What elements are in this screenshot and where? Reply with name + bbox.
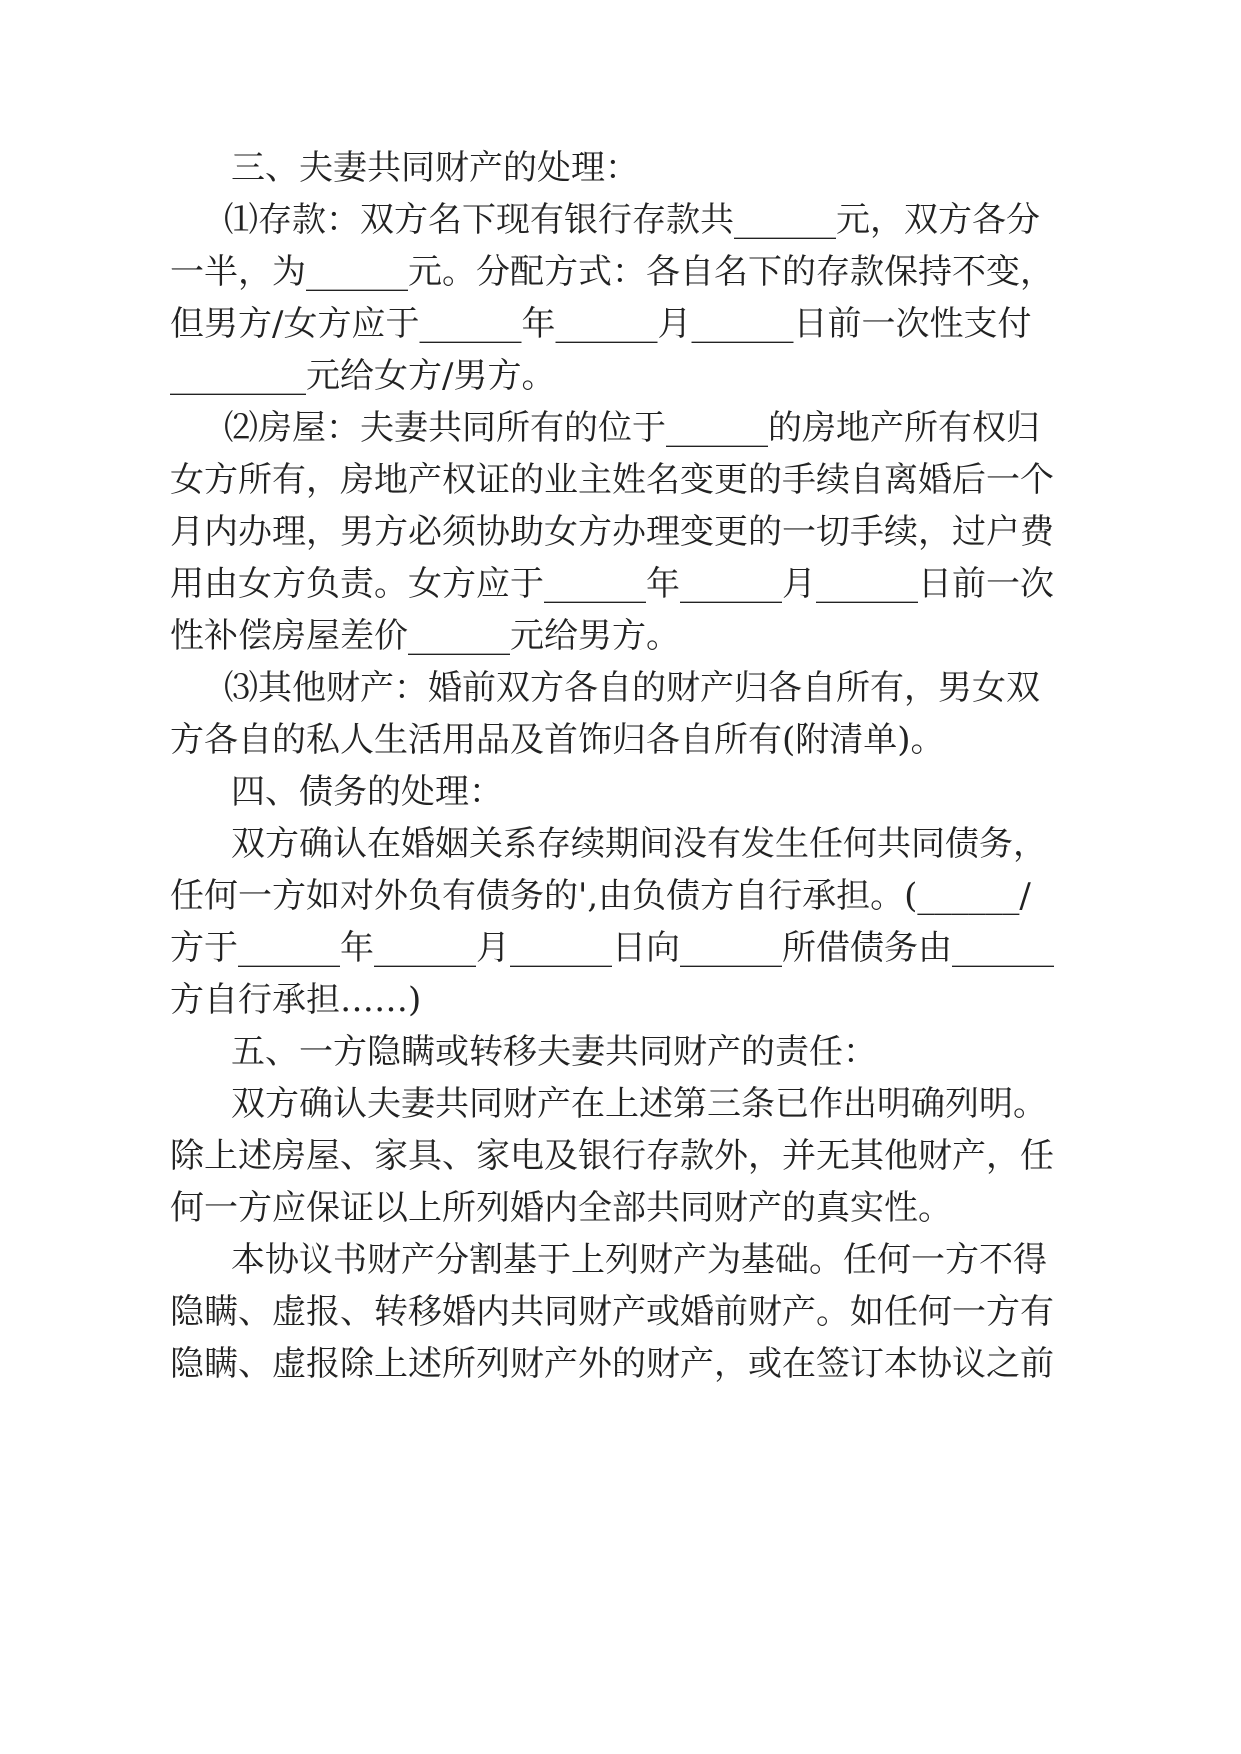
section-heading-4: 四、债务的处理： xyxy=(231,772,503,812)
paragraph-line: 性补偿房屋差价______元给男方。 xyxy=(170,616,680,656)
paragraph-line: 任何一方如对外负有债务的',由负债方自行承担。(______/ xyxy=(170,876,1031,916)
paragraph-line: 本协议书财产分割基于上列财产为基础。任何一方不得 xyxy=(231,1240,1047,1280)
paragraph-line: 双方确认夫妻共同财产在上述第三条已作出明确列明。 xyxy=(231,1084,1047,1124)
paragraph-line: ⑶其他财产：婚前双方各自的财产归各自所有，男女双 xyxy=(224,668,1040,708)
paragraph-line: 隐瞒、虚报除上述所列财产外的财产，或在签订本协议之前 xyxy=(170,1344,1054,1384)
paragraph-line: 但男方/女方应于______年______月______日前一次性支付 xyxy=(170,304,1032,344)
paragraph-line: 一半，为______元。分配方式：各自名下的存款保持不变， xyxy=(170,252,1054,292)
paragraph-line: ⑴存款：双方名下现有银行存款共______元，双方各分 xyxy=(224,200,1040,240)
paragraph-line: ________元给女方/男方。 xyxy=(170,356,556,396)
paragraph-line: 除上述房屋、家具、家电及银行存款外，并无其他财产，任 xyxy=(170,1136,1054,1176)
section-heading-3: 三、夫妻共同财产的处理： xyxy=(231,148,639,188)
paragraph-line: 女方所有，房地产权证的业主姓名变更的手续自离婚后一个 xyxy=(170,460,1054,500)
paragraph-line: 用由女方负责。女方应于______年______月______日前一次 xyxy=(170,564,1054,604)
paragraph-line: 何一方应保证以上所列婚内全部共同财产的真实性。 xyxy=(170,1188,952,1228)
paragraph-line: 方各自的私人生活用品及首饰归各自所有(附清单)。 xyxy=(170,720,945,760)
paragraph-line: 隐瞒、虚报、转移婚内共同财产或婚前财产。如任何一方有 xyxy=(170,1292,1054,1332)
section-heading-5: 五、一方隐瞒或转移夫妻共同财产的责任： xyxy=(231,1032,877,1072)
paragraph-line: 方于______年______月______日向______所借债务由______ xyxy=(170,928,1054,968)
paragraph-line: 方自行承担……) xyxy=(170,980,422,1020)
paragraph-line: ⑵房屋：夫妻共同所有的位于______的房地产所有权归 xyxy=(224,408,1040,448)
paragraph-line: 双方确认在婚姻关系存续期间没有发生任何共同债务， xyxy=(231,824,1047,864)
paragraph-line: 月内办理，男方必须协助女方办理变更的一切手续，过户费 xyxy=(170,512,1054,552)
